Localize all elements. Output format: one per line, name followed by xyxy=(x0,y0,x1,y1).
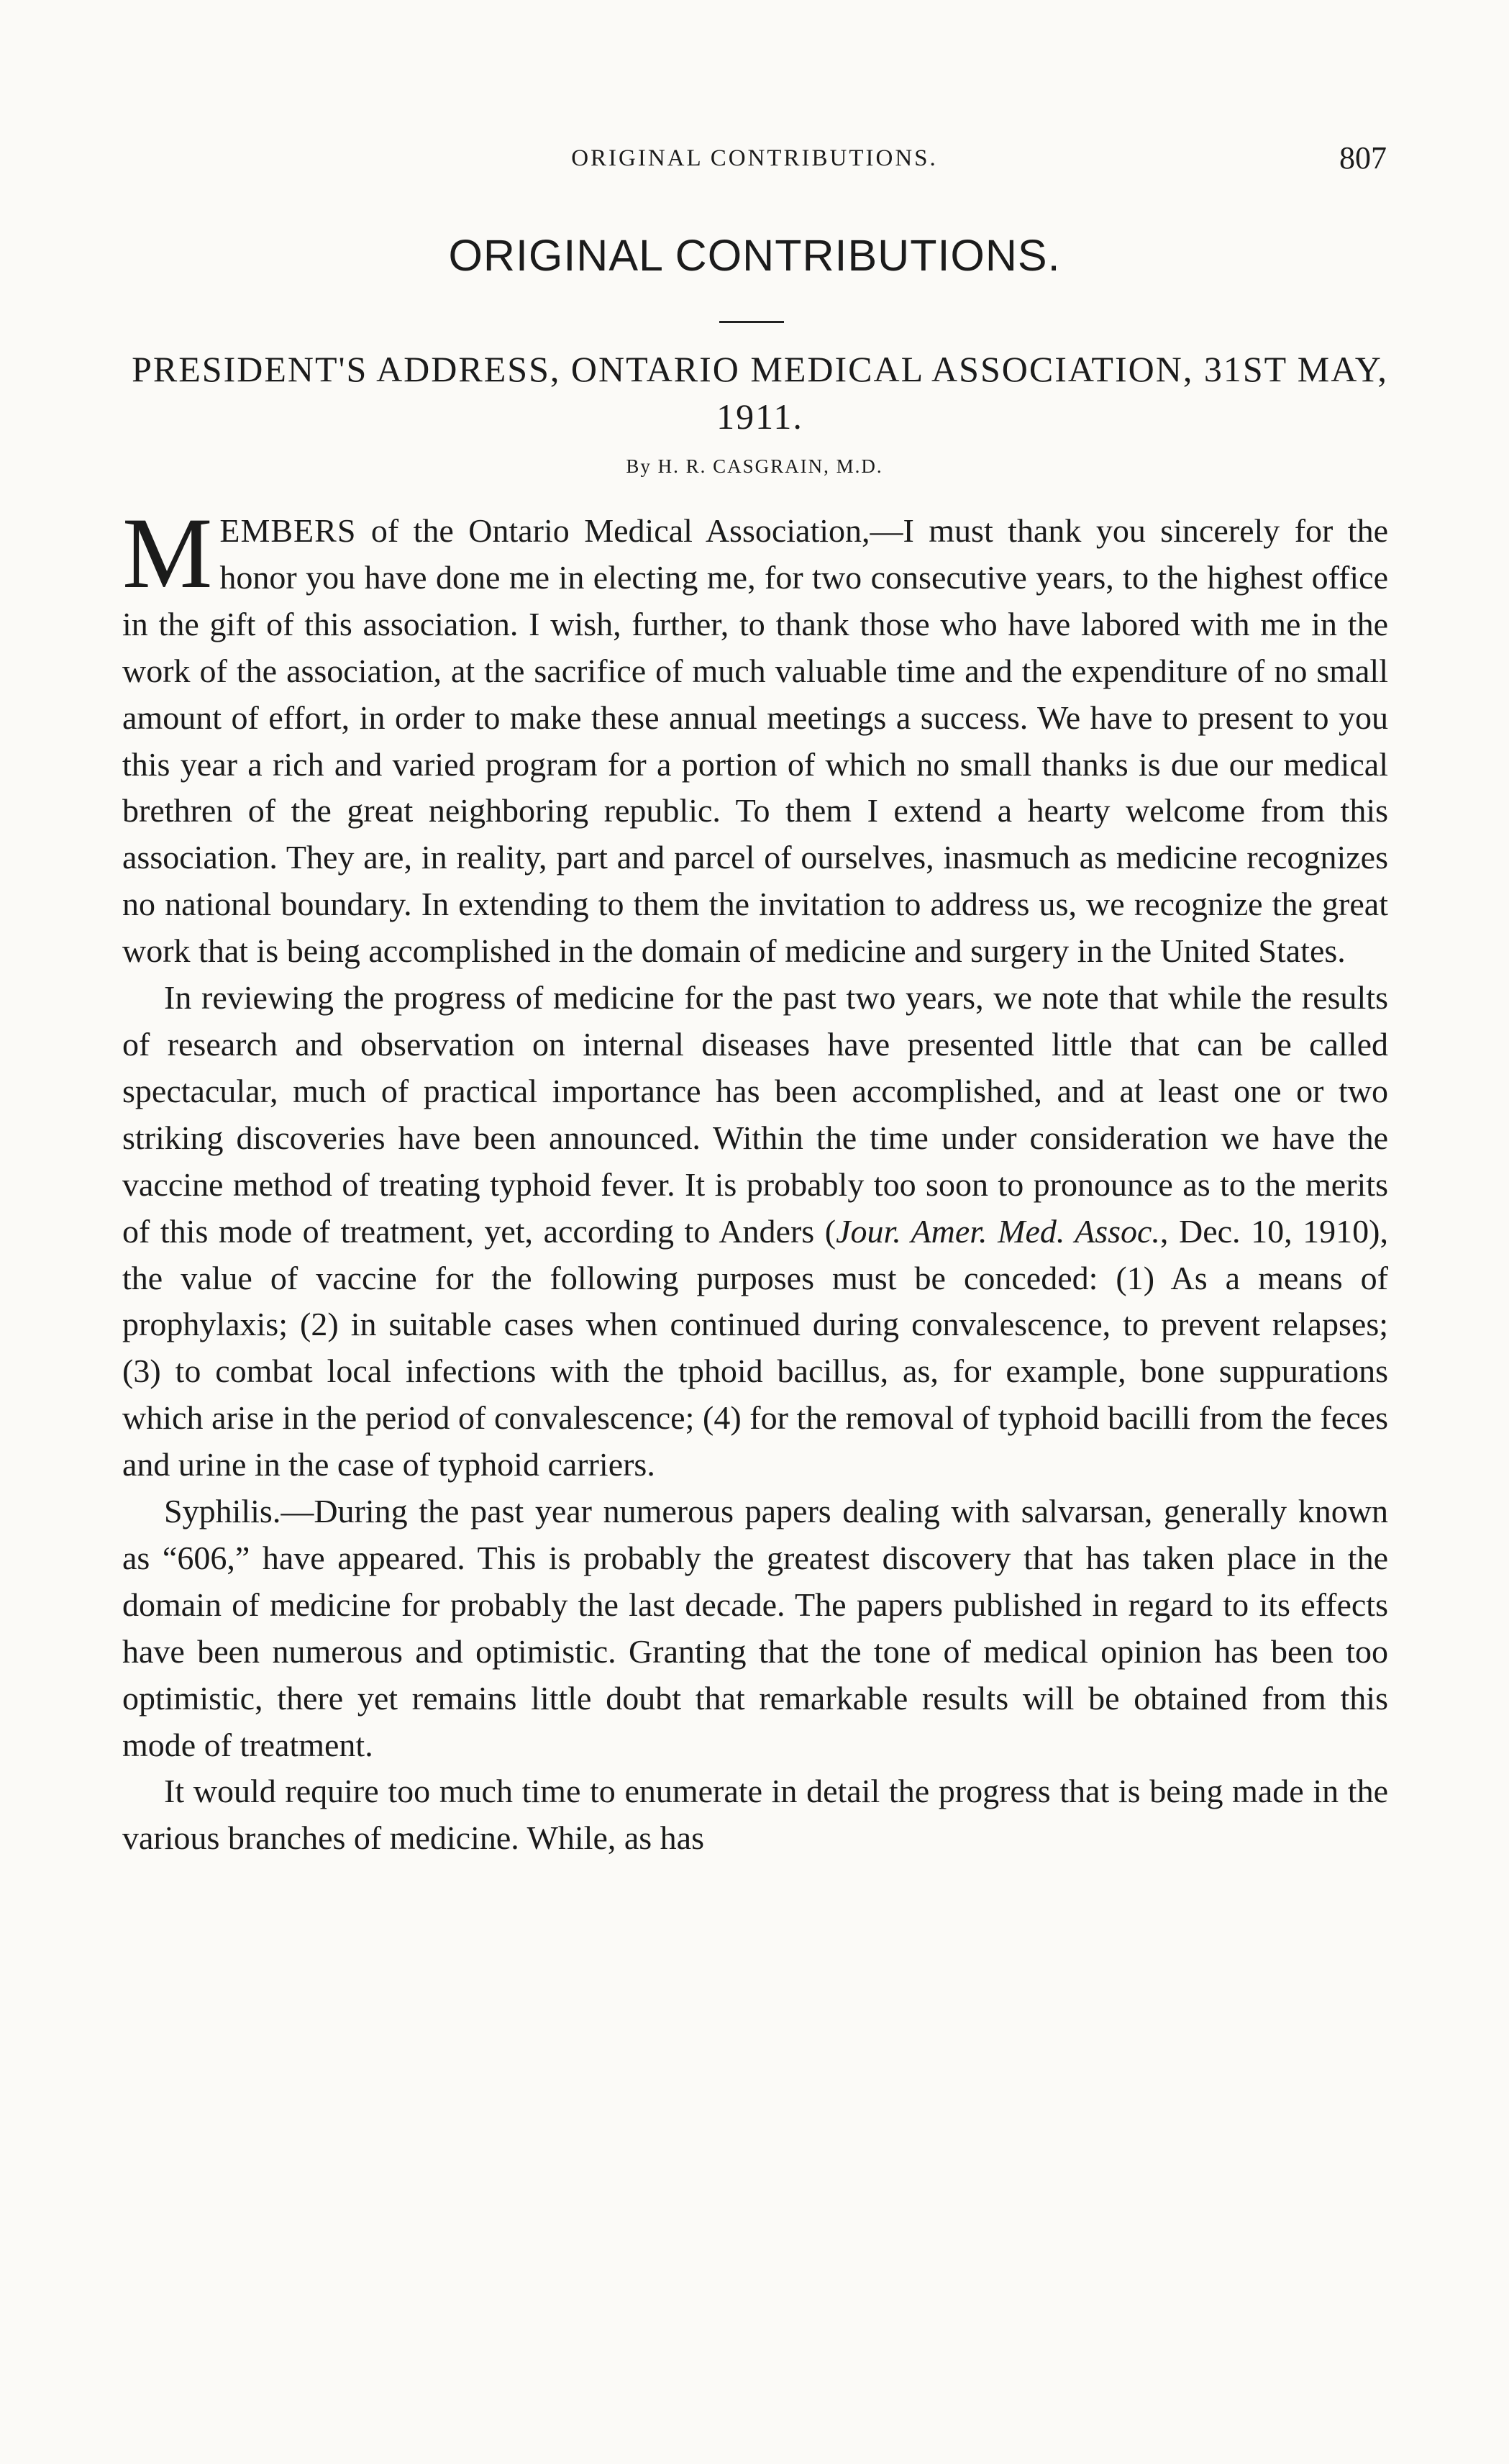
paragraph-1-opening-caps: EMBERS xyxy=(219,512,357,549)
article-byline: By H. R. CASGRAIN, M.D. xyxy=(626,455,883,477)
paragraph-2 xyxy=(122,975,1388,1488)
paragraph-2-citation: Jour. Amer. Med. Assoc. xyxy=(836,1212,1160,1250)
article-title: PRESIDENT'S ADDRESS, ONTARIO MEDICAL ASSOCIATION, 31ST MAY, 1911. xyxy=(132,349,1388,437)
paragraph-2-text-before: In reviewing the progress of medicine for the past two years, we note that while the results of research and observation on internal diseases have presented little that can be called spectacular, much of practical importance has been accomplished, and at least one or two striking discoveries have been announced. Within the time under consideration we have the vaccine method of treating typhoid fever. It is probably too soon to pronounce as to the merits of this mode of treatment, yet, according to Anders ( xyxy=(122,979,1388,1250)
paragraph-2-text-after: , Dec. 10, 1910), the value of vaccine for the following purposes must be conceded: (1) As a means of prophylaxis; (2) in suitable cases when continued during convalescence, to prevent relapses; (3) to combat local infections with the tphoid bacillus, as, for example, bone suppurations which arise in the period of convalescence; (4) for the removal of typhoid bacilli from the feces and urine in the case of typhoid carriers. xyxy=(122,1212,1388,1483)
article-body xyxy=(122,497,1388,1862)
drop-cap: M xyxy=(122,497,213,609)
paragraph-1 xyxy=(122,497,1388,975)
title-divider xyxy=(719,321,784,323)
paragraph-3: Syphilis.—During the past year numerous papers dealing with salvarsan, generally known as “606,” have appeared. This is probably the greatest discovery that has taken place in the domain of medicine for probably the last decade. The papers published in regard to its effects have been numerous and optimistic. Granting that the tone of medical opinion has been too optimistic, there yet remains little doubt that remarkable results will be obtained from this mode of treatment. xyxy=(122,1493,1388,1763)
paragraph-4: It would require too much time to enumerate in detail the progress that is being made in the various branches of medicine. While, as has xyxy=(122,1773,1388,1857)
page-number: 807 xyxy=(1339,140,1387,176)
running-head xyxy=(122,137,1387,180)
paragraph-1-text: of the Ontario Medical Association,—I must thank you sincerely for the honor you have done me in electing me, for two consecutive years, to the highest office in the gift of this association. I wish, further, to thank those who have labored with me in the work of the association, at the sacrifice of much valuable time and the expenditure of no small amount of effort, in order to make these annual meetings a success. We have to present to you this year a rich and varied program for a portion of which no small thanks is due our medical brethren of the great neighboring republic. To them I extend a hearty welcome from this association. They are, in reality, part and parcel of ourselves, inasmuch as medicine recognizes no national boundary. In extending to them the invitation to address us, we recognize the great work that is being accomplished in the domain of medicine and surgery in the United States. xyxy=(122,512,1388,970)
section-title: ORIGINAL CONTRIBUTIONS. xyxy=(448,231,1061,280)
running-head-title: ORIGINAL CONTRIBUTIONS. xyxy=(571,145,938,171)
